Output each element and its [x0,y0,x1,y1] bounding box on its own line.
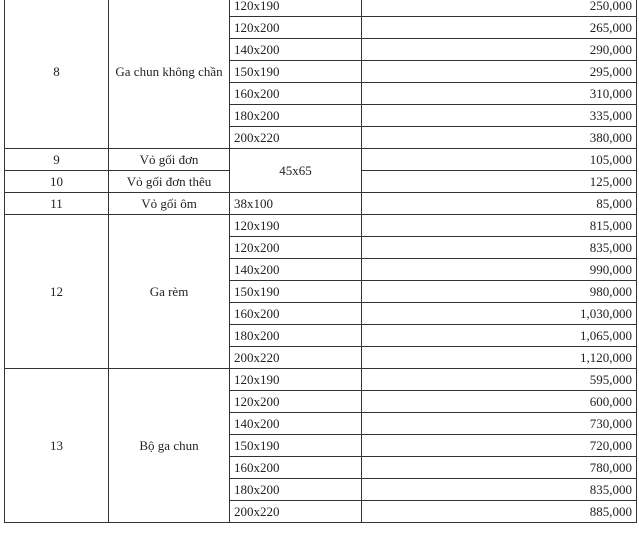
row-number: 11 [5,193,109,215]
row-number: 8 [5,0,109,149]
size-cell: 180x200 [230,105,362,127]
table-row [5,193,637,215]
price-cell: 105,000 [362,149,637,171]
price-cell: 1,030,000 [362,303,637,325]
price-cell: 600,000 [362,391,637,413]
size-cell: 120x200 [230,237,362,259]
price-cell: 885,000 [362,501,637,523]
size-cell: 38x100 [230,193,362,215]
price-cell: 720,000 [362,435,637,457]
price-cell: 265,000 [362,17,637,39]
product-name: Ga chun không chần [109,0,230,149]
price-cell: 835,000 [362,479,637,501]
price-cell: 85,000 [362,193,637,215]
table-row [5,215,637,237]
price-cell: 1,120,000 [362,347,637,369]
price-cell: 335,000 [362,105,637,127]
product-name: Bộ ga chun [109,369,230,523]
size-cell: 140x200 [230,413,362,435]
price-cell: 730,000 [362,413,637,435]
table-row [5,0,637,17]
size-cell: 200x220 [230,347,362,369]
product-name: Vỏ gối đơn [109,149,230,171]
size-cell: 150x190 [230,435,362,457]
price-cell: 595,000 [362,369,637,391]
size-cell: 150x190 [230,61,362,83]
price-cell: 250,000 [362,0,637,17]
size-cell: 45x65 [230,149,362,193]
size-cell: 120x190 [230,0,362,17]
price-cell: 1,065,000 [362,325,637,347]
size-cell: 160x200 [230,303,362,325]
size-cell: 120x190 [230,215,362,237]
table-row [5,369,637,391]
price-cell: 990,000 [362,259,637,281]
product-name: Vỏ gối đơn thêu [109,171,230,193]
size-cell: 180x200 [230,479,362,501]
price-cell: 125,000 [362,171,637,193]
size-cell: 200x220 [230,501,362,523]
size-cell: 150x190 [230,281,362,303]
size-cell: 120x200 [230,391,362,413]
price-cell: 290,000 [362,39,637,61]
row-number: 9 [5,149,109,171]
product-name: Vỏ gối ôm [109,193,230,215]
price-table [4,0,637,523]
price-cell: 380,000 [362,127,637,149]
size-cell: 120x190 [230,369,362,391]
price-cell: 835,000 [362,237,637,259]
price-cell: 815,000 [362,215,637,237]
price-cell: 780,000 [362,457,637,479]
size-cell: 160x200 [230,457,362,479]
table-row [5,149,637,171]
size-cell: 140x200 [230,259,362,281]
price-cell: 295,000 [362,61,637,83]
row-number: 12 [5,215,109,369]
size-cell: 120x200 [230,17,362,39]
price-cell: 310,000 [362,83,637,105]
size-cell: 160x200 [230,83,362,105]
row-number: 10 [5,171,109,193]
size-cell: 200x220 [230,127,362,149]
product-name: Ga rèm [109,215,230,369]
price-cell: 980,000 [362,281,637,303]
row-number: 13 [5,369,109,523]
size-cell: 180x200 [230,325,362,347]
size-cell: 140x200 [230,39,362,61]
